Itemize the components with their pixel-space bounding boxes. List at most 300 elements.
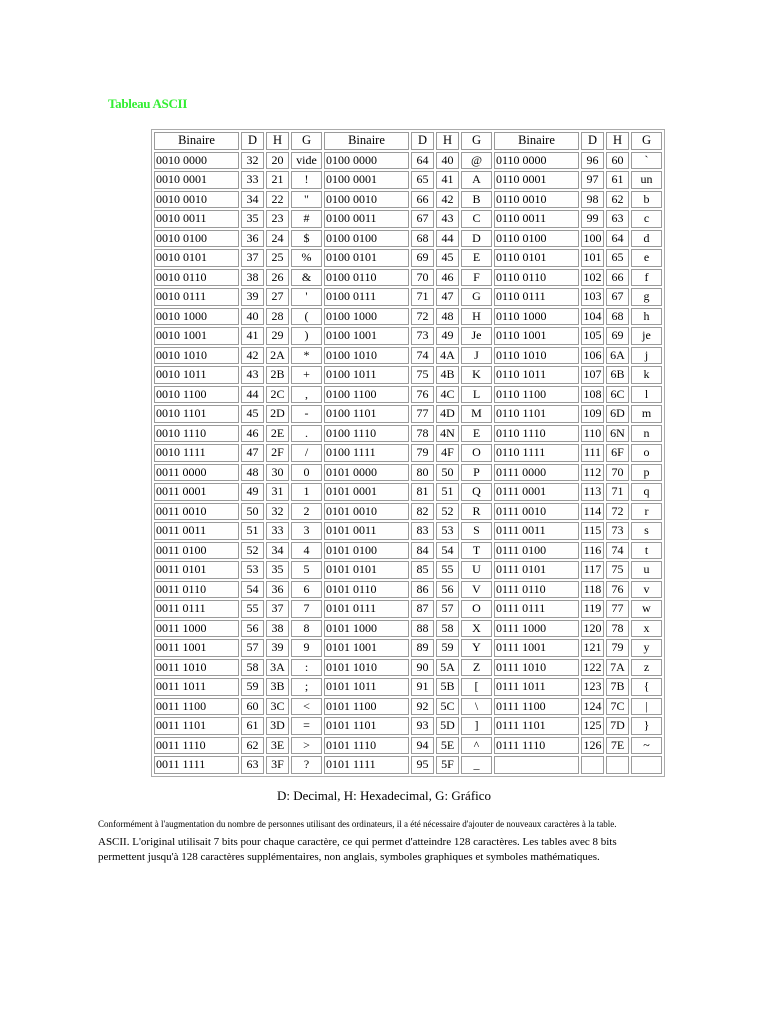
table-cell: 0010 0110 (154, 269, 239, 287)
table-cell: 51 (436, 483, 459, 501)
table-cell: 2C (266, 386, 289, 404)
table-cell: ` (631, 152, 662, 170)
table-cell: 55 (436, 561, 459, 579)
table-cell: 66 (606, 269, 629, 287)
table-cell: 77 (411, 405, 434, 423)
table-cell: 7A (606, 659, 629, 677)
table-row (154, 405, 662, 423)
table-cell: 0010 0000 (154, 152, 239, 170)
table-cell: 0100 1010 (324, 347, 409, 365)
table-cell: , (291, 386, 322, 404)
table-row (154, 600, 662, 618)
table-cell: 32 (266, 503, 289, 521)
table-cell: A (461, 171, 492, 189)
table-cell: 42 (436, 191, 459, 209)
table-cell: 45 (436, 249, 459, 267)
table-cell: 0011 0111 (154, 600, 239, 618)
table-cell: 0110 0010 (494, 191, 579, 209)
table-cell: 0111 1001 (494, 639, 579, 657)
table-cell: 63 (241, 756, 264, 774)
table-cell: * (291, 347, 322, 365)
table-cell: U (461, 561, 492, 579)
table-cell: 41 (241, 327, 264, 345)
table-cell: h (631, 308, 662, 326)
table-cell: 43 (436, 210, 459, 228)
table-cell: 23 (266, 210, 289, 228)
table-cell: 2F (266, 444, 289, 462)
table-cell: 39 (266, 639, 289, 657)
table-cell: 27 (266, 288, 289, 306)
table-cell: . (291, 425, 322, 443)
table-cell: 0011 0100 (154, 542, 239, 560)
table-cell: B (461, 191, 492, 209)
table-cell: 61 (606, 171, 629, 189)
table-cell: 40 (436, 152, 459, 170)
table-cell: 0101 1000 (324, 620, 409, 638)
note-small-text: Conformément à l'augmentation du nombre de personnes utilisant des ordinateurs, il a été nécessaire d'ajouter de nouveaux caractères à la table. (98, 819, 617, 829)
table-cell: 106 (581, 347, 604, 365)
table-cell: 24 (266, 230, 289, 248)
table-cell: 36 (266, 581, 289, 599)
table-cell: 6 (291, 581, 322, 599)
table-row (154, 152, 662, 170)
table-cell: 70 (606, 464, 629, 482)
table-cell: 69 (606, 327, 629, 345)
table-cell: T (461, 542, 492, 560)
table-cell (494, 756, 579, 774)
table-cell: 70 (411, 269, 434, 287)
table-cell: 59 (436, 639, 459, 657)
column-header: Binaire (324, 132, 409, 150)
table-cell: 4B (436, 366, 459, 384)
table-row (154, 756, 662, 774)
table-cell: 0010 1110 (154, 425, 239, 443)
table-cell: 6B (606, 366, 629, 384)
table-cell: 0011 1010 (154, 659, 239, 677)
table-cell: 0101 1001 (324, 639, 409, 657)
table-cell: x (631, 620, 662, 638)
table-cell: 21 (266, 171, 289, 189)
table-cell: H (461, 308, 492, 326)
table-cell: c (631, 210, 662, 228)
table-cell: 7D (606, 717, 629, 735)
table-cell: 57 (241, 639, 264, 657)
table-row (154, 191, 662, 209)
table-cell: 5D (436, 717, 459, 735)
table-cell: 68 (411, 230, 434, 248)
table-cell: X (461, 620, 492, 638)
table-cell: 0111 1011 (494, 678, 579, 696)
table-cell: 67 (606, 288, 629, 306)
column-header: G (291, 132, 322, 150)
table-cell (581, 756, 604, 774)
table-cell: 121 (581, 639, 604, 657)
table-cell: 113 (581, 483, 604, 501)
table-cell: 94 (411, 737, 434, 755)
column-header: G (461, 132, 492, 150)
table-row (154, 503, 662, 521)
table-cell: 78 (606, 620, 629, 638)
table-cell: 85 (411, 561, 434, 579)
table-cell: 80 (411, 464, 434, 482)
table-row (154, 464, 662, 482)
table-cell: 32 (241, 152, 264, 170)
table-cell: 92 (411, 698, 434, 716)
table-cell: 0111 1010 (494, 659, 579, 677)
table-cell: 126 (581, 737, 604, 755)
table-cell: @ (461, 152, 492, 170)
table-cell: 41 (436, 171, 459, 189)
table-row (154, 581, 662, 599)
table-cell: 116 (581, 542, 604, 560)
table-cell: 123 (581, 678, 604, 696)
table-cell: 125 (581, 717, 604, 735)
table-cell: 0011 0110 (154, 581, 239, 599)
table-cell: 0111 1101 (494, 717, 579, 735)
table-cell: 61 (241, 717, 264, 735)
table-cell: 5E (436, 737, 459, 755)
table-cell: { (631, 678, 662, 696)
table-cell: [ (461, 678, 492, 696)
table-row (154, 366, 662, 384)
table-cell: un (631, 171, 662, 189)
table-cell: 0111 0000 (494, 464, 579, 482)
table-cell: 46 (436, 269, 459, 287)
table-cell: k (631, 366, 662, 384)
table-cell: 0010 1010 (154, 347, 239, 365)
table-cell: 0100 1100 (324, 386, 409, 404)
table-cell: 83 (411, 522, 434, 540)
table-row (154, 737, 662, 755)
table-cell: 96 (581, 152, 604, 170)
table-cell: 2E (266, 425, 289, 443)
table-cell: 58 (241, 659, 264, 677)
table-row (154, 210, 662, 228)
table-cell: = (291, 717, 322, 735)
table-cell: 90 (411, 659, 434, 677)
table-cell: 0110 1101 (494, 405, 579, 423)
table-cell: 0110 1011 (494, 366, 579, 384)
table-cell: 3B (266, 678, 289, 696)
page-title: Tableau ASCII (108, 96, 188, 111)
column-header: D (411, 132, 434, 150)
column-header: Binaire (494, 132, 579, 150)
table-cell: 101 (581, 249, 604, 267)
table-cell: 64 (411, 152, 434, 170)
table-cell: 76 (606, 581, 629, 599)
table-cell: 0010 1111 (154, 444, 239, 462)
table-cell: 3 (291, 522, 322, 540)
table-cell: 0110 1001 (494, 327, 579, 345)
table-cell: p (631, 464, 662, 482)
table-cell: je (631, 327, 662, 345)
table-cell: 35 (241, 210, 264, 228)
table-cell (606, 756, 629, 774)
table-cell: 0011 0001 (154, 483, 239, 501)
table-cell: 95 (411, 756, 434, 774)
table-cell: - (291, 405, 322, 423)
table-cell: 0100 0011 (324, 210, 409, 228)
table-cell: 4D (436, 405, 459, 423)
table-cell: 0111 1110 (494, 737, 579, 755)
table-cell: 46 (241, 425, 264, 443)
table-cell: 0011 0010 (154, 503, 239, 521)
table-row (154, 230, 662, 248)
table-cell: 74 (606, 542, 629, 560)
table-cell: 2B (266, 366, 289, 384)
table-cell: 81 (411, 483, 434, 501)
table-cell: # (291, 210, 322, 228)
table-cell: 7 (291, 600, 322, 618)
table-cell: 117 (581, 561, 604, 579)
table-cell: 0101 0111 (324, 600, 409, 618)
table-cell: 52 (241, 542, 264, 560)
table-cell: 0110 1110 (494, 425, 579, 443)
table-cell: 47 (241, 444, 264, 462)
table-cell: ^ (461, 737, 492, 755)
table-cell: 59 (241, 678, 264, 696)
table-cell: 67 (411, 210, 434, 228)
table-cell: 60 (241, 698, 264, 716)
table-cell: 0101 1111 (324, 756, 409, 774)
table-cell: 98 (581, 191, 604, 209)
table-cell: F (461, 269, 492, 287)
table-cell: _ (461, 756, 492, 774)
table-cell: 4A (436, 347, 459, 365)
table-cell: 66 (411, 191, 434, 209)
table-cell: 3D (266, 717, 289, 735)
table-cell: ( (291, 308, 322, 326)
table-cell: 55 (241, 600, 264, 618)
table-cell: Q (461, 483, 492, 501)
table-cell: 0010 0111 (154, 288, 239, 306)
table-cell: 0110 1010 (494, 347, 579, 365)
table-cell: 62 (606, 191, 629, 209)
table-cell: 115 (581, 522, 604, 540)
table-cell: | (631, 698, 662, 716)
table-cell: & (291, 269, 322, 287)
table-cell: O (461, 600, 492, 618)
table-cell: 6A (606, 347, 629, 365)
table-cell: 43 (241, 366, 264, 384)
table-cell: 53 (436, 522, 459, 540)
table-cell: 114 (581, 503, 604, 521)
table-cell: V (461, 581, 492, 599)
table-cell: Je (461, 327, 492, 345)
table-cell: 0011 1100 (154, 698, 239, 716)
table-cell: 58 (436, 620, 459, 638)
table-row (154, 249, 662, 267)
table-cell: 68 (606, 308, 629, 326)
table-cell: E (461, 249, 492, 267)
table-cell: Z (461, 659, 492, 677)
ascii-table (151, 129, 665, 777)
table-cell: $ (291, 230, 322, 248)
table-cell: 6D (606, 405, 629, 423)
table-row (154, 171, 662, 189)
table-cell: 86 (411, 581, 434, 599)
table-cell: 0100 0100 (324, 230, 409, 248)
table-cell: : (291, 659, 322, 677)
table-row (154, 620, 662, 638)
table-cell: G (461, 288, 492, 306)
table-header-row (154, 132, 662, 150)
table-cell: r (631, 503, 662, 521)
table-row (154, 542, 662, 560)
table-cell: 0100 0001 (324, 171, 409, 189)
table-cell: 0111 0011 (494, 522, 579, 540)
table-cell: 0101 0110 (324, 581, 409, 599)
table-cell: 0010 0100 (154, 230, 239, 248)
table-cell: 6C (606, 386, 629, 404)
table-cell: 0101 0000 (324, 464, 409, 482)
table-cell: 37 (266, 600, 289, 618)
table-cell: 110 (581, 425, 604, 443)
table-cell: q (631, 483, 662, 501)
table-cell: 0110 1111 (494, 444, 579, 462)
table-cell: 22 (266, 191, 289, 209)
table-cell: g (631, 288, 662, 306)
table-cell: j (631, 347, 662, 365)
table-cell: 0101 0100 (324, 542, 409, 560)
table-cell: 82 (411, 503, 434, 521)
table-cell: ! (291, 171, 322, 189)
table-cell: 40 (241, 308, 264, 326)
table-cell: vide (291, 152, 322, 170)
table-cell: 79 (411, 444, 434, 462)
table-cell: 0101 1101 (324, 717, 409, 735)
table-cell: ] (461, 717, 492, 735)
table-cell: 38 (241, 269, 264, 287)
table-cell: 87 (411, 600, 434, 618)
table-cell: 47 (436, 288, 459, 306)
table-cell: w (631, 600, 662, 618)
table-cell: 0111 1000 (494, 620, 579, 638)
table-row (154, 522, 662, 540)
table-cell: 8 (291, 620, 322, 638)
table-cell: d (631, 230, 662, 248)
table-cell: 0101 1010 (324, 659, 409, 677)
table-cell: \ (461, 698, 492, 716)
column-header: H (266, 132, 289, 150)
table-cell: 111 (581, 444, 604, 462)
table-cell: 5C (436, 698, 459, 716)
table-cell: 0110 0000 (494, 152, 579, 170)
table-cell: b (631, 191, 662, 209)
table-cell: 0111 0111 (494, 600, 579, 618)
table-cell: 39 (241, 288, 264, 306)
table-cell: 2A (266, 347, 289, 365)
table-cell: 48 (241, 464, 264, 482)
table-cell: 3C (266, 698, 289, 716)
table-cell: 49 (241, 483, 264, 501)
table-cell: 3E (266, 737, 289, 755)
table-cell: 2 (291, 503, 322, 521)
table-cell: 73 (411, 327, 434, 345)
table-cell: 71 (606, 483, 629, 501)
table-cell: 89 (411, 639, 434, 657)
table-cell: 119 (581, 600, 604, 618)
table-cell: 29 (266, 327, 289, 345)
table-cell: 0011 1110 (154, 737, 239, 755)
table-cell: 25 (266, 249, 289, 267)
table-cell: 0010 1000 (154, 308, 239, 326)
table-cell: 0100 1111 (324, 444, 409, 462)
table-cell: 0100 1001 (324, 327, 409, 345)
table-cell: 20 (266, 152, 289, 170)
table-cell: v (631, 581, 662, 599)
table-row (154, 288, 662, 306)
table-row (154, 659, 662, 677)
table-cell: 99 (581, 210, 604, 228)
table-cell: 0011 0000 (154, 464, 239, 482)
column-header: Binaire (154, 132, 239, 150)
table-cell: 36 (241, 230, 264, 248)
table-cell: 0100 1000 (324, 308, 409, 326)
column-header: G (631, 132, 662, 150)
table-cell: 77 (606, 600, 629, 618)
table-cell: 0110 0100 (494, 230, 579, 248)
table-cell: 93 (411, 717, 434, 735)
table-cell: t (631, 542, 662, 560)
table-cell: 34 (241, 191, 264, 209)
table-row (154, 717, 662, 735)
table-cell: 0100 0101 (324, 249, 409, 267)
table-cell: 0111 0100 (494, 542, 579, 560)
table-cell: 78 (411, 425, 434, 443)
table-cell: 69 (411, 249, 434, 267)
table-cell: 79 (606, 639, 629, 657)
table-cell: 44 (241, 386, 264, 404)
table-cell: 0100 1110 (324, 425, 409, 443)
table-cell: 0010 1100 (154, 386, 239, 404)
column-header: D (581, 132, 604, 150)
table-cell: f (631, 269, 662, 287)
table-cell: + (291, 366, 322, 384)
table-cell: 71 (411, 288, 434, 306)
table-cell: 0010 0001 (154, 171, 239, 189)
table-row (154, 269, 662, 287)
table-cell: 3A (266, 659, 289, 677)
table-cell (631, 756, 662, 774)
column-header: D (241, 132, 264, 150)
table-row (154, 425, 662, 443)
table-cell: 0010 1001 (154, 327, 239, 345)
table-cell: 0110 0111 (494, 288, 579, 306)
table-cell: 0010 0011 (154, 210, 239, 228)
table-cell: 124 (581, 698, 604, 716)
table-cell: 118 (581, 581, 604, 599)
table-cell: 72 (606, 503, 629, 521)
table-cell: 102 (581, 269, 604, 287)
table-cell: ~ (631, 737, 662, 755)
table-cell: 37 (241, 249, 264, 267)
table-row (154, 698, 662, 716)
table-cell: 0101 1011 (324, 678, 409, 696)
table-cell: 0110 0101 (494, 249, 579, 267)
table-cell: 38 (266, 620, 289, 638)
table-cell: 97 (581, 171, 604, 189)
table-cell: 56 (436, 581, 459, 599)
table-cell: 49 (436, 327, 459, 345)
table-cell: 91 (411, 678, 434, 696)
legend-text: D: Decimal, H: Hexadecimal, G: Gráfico (276, 788, 492, 803)
table-cell: 50 (241, 503, 264, 521)
table-row (154, 561, 662, 579)
table-cell: 0010 1011 (154, 366, 239, 384)
table-cell: 112 (581, 464, 604, 482)
table-cell: L (461, 386, 492, 404)
